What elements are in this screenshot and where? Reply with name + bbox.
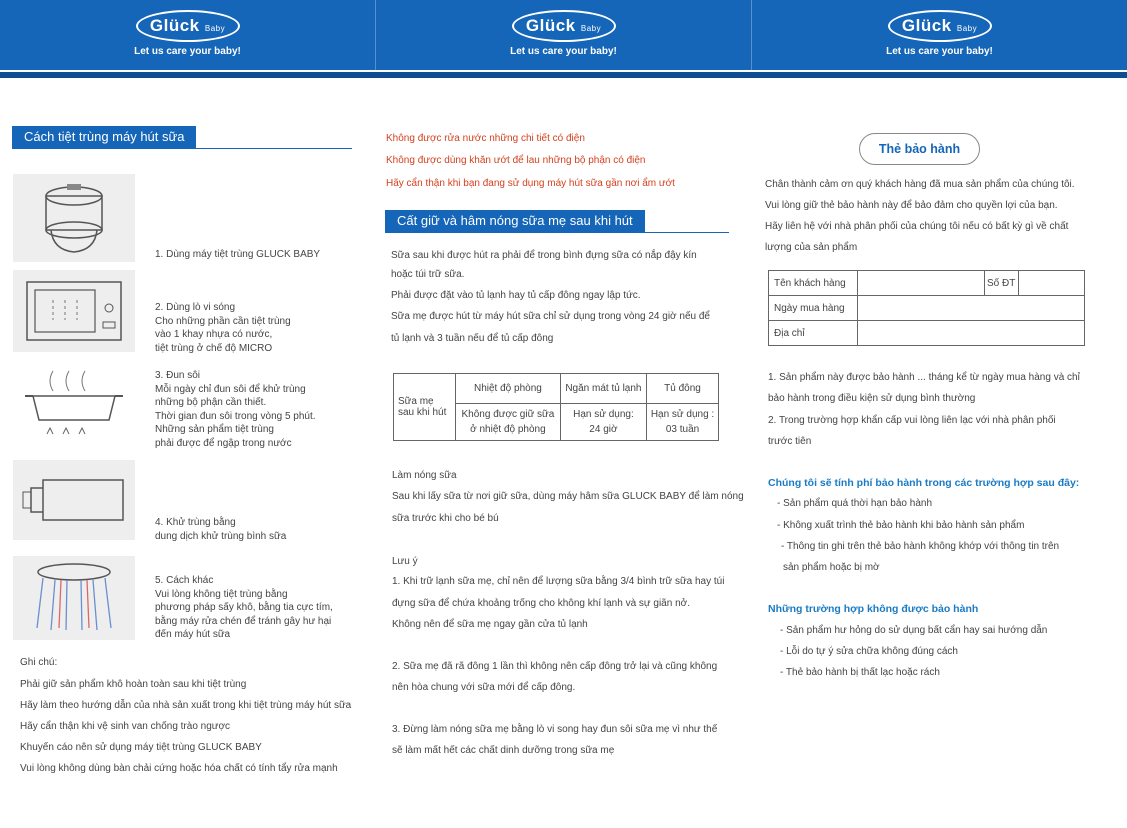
step-line: 5. Cách khác xyxy=(155,575,214,586)
step-4 xyxy=(155,516,286,543)
excluded-item: - Lỗi do tự ý sửa chữa không đúng cách xyxy=(780,646,958,657)
step-line: 2. Dùng lò vi sóng xyxy=(155,302,236,313)
step-line: Thời gian đun sôi trong vòng 5 phút. xyxy=(155,410,316,422)
step-line: phải được để ngập trong nước xyxy=(155,437,292,449)
boiling-pot-image xyxy=(13,366,135,448)
note-line: sẽ làm mất hết các chất dinh dưỡng trong sữa mẹ xyxy=(392,745,615,756)
cell-line: Hạn sử dụng: xyxy=(573,409,634,420)
note-line: 2. Sữa mẹ đã rã đông 1 lần thì không nên cấp đông trở lại và cũng không xyxy=(392,661,718,672)
step-3 xyxy=(155,369,316,450)
form-label-phone: Số ĐT xyxy=(985,271,1019,296)
tagline: Let us care your baby! xyxy=(886,46,993,57)
tagline: Let us care your baby! xyxy=(510,46,617,57)
brand-logo xyxy=(136,10,240,42)
heating-line: sữa trước khi cho bé bú xyxy=(392,513,499,524)
storage-table xyxy=(393,373,719,441)
disinfectant-bottle-image xyxy=(13,460,135,540)
form-label-address: Địa chỉ xyxy=(769,321,858,346)
brand-name: Glück xyxy=(149,16,200,35)
brand-sub: Baby xyxy=(956,24,978,33)
storage-line: hoặc túi trữ sữa. xyxy=(391,269,465,280)
note-line: đựng sữa để chứa khoảng trống cho không khí lạnh và sự giãn nở. xyxy=(392,598,690,609)
table-header: Nhiệt độ phòng xyxy=(456,374,561,404)
intro-line: lượng của sản phẩm xyxy=(765,242,858,253)
terms-line: trước tiên xyxy=(768,436,812,447)
header-band xyxy=(0,70,1127,78)
form-label-purchase-date: Ngày mua hàng xyxy=(769,296,858,321)
brand-sub: Baby xyxy=(580,24,602,33)
step-line: Những sản phẩm tiệt trùng xyxy=(155,424,274,435)
address-field[interactable] xyxy=(858,321,1085,346)
uv-dryer-image xyxy=(13,556,135,640)
step-line: 4. Khử trùng bằng xyxy=(155,517,236,528)
cell-line: ở nhiệt độ phòng xyxy=(470,424,546,435)
storage-line: tủ lạnh và 3 tuần nếu để tủ cấp đông xyxy=(391,333,554,344)
step-1 xyxy=(155,248,320,262)
cell-line: 03 tuần xyxy=(665,424,700,435)
storage-line: Sữa mẹ được hút từ máy hút sữa chỉ sử dụng trong vòng 24 giờ nếu để xyxy=(391,311,710,322)
table-cell xyxy=(560,404,646,441)
tagline: Let us care your baby! xyxy=(134,46,241,57)
warning-item: Không được dùng khăn ướt để lau những bộ phận có điện xyxy=(386,155,646,166)
step-5 xyxy=(155,574,333,642)
excluded-title: Những trường hợp không được bảo hành xyxy=(768,603,979,615)
section-title-sterilize: Cách tiệt trùng máy hút sữa xyxy=(12,126,196,148)
header-banner xyxy=(0,0,1127,78)
step-line: Mỗi ngày chỉ đun sôi để khử trùng xyxy=(155,383,306,395)
intro-line: Vui lòng giữ thẻ bảo hành này để bảo đảm cho quyền lợi của bạn. xyxy=(765,200,1058,211)
warranty-card-title: Thẻ bảo hành xyxy=(859,133,980,165)
form-label-customer-name: Tên khách hàng xyxy=(769,271,858,296)
fee-item: - Không xuất trình thẻ bảo hành khi bảo hành sản phẩm xyxy=(777,520,1025,531)
header-panel-right xyxy=(752,0,1127,68)
sterilizer-image xyxy=(13,174,135,262)
step-line: Cho những phần cần tiệt trùng xyxy=(155,315,291,327)
purchase-date-field[interactable] xyxy=(858,296,1085,321)
table-header: Tủ đông xyxy=(647,374,719,404)
note-line: Không nên để sữa mẹ ngay gần cửa tủ lạnh xyxy=(392,619,588,630)
storage-line: Phải được đặt vào tủ lạnh hay tủ cấp đông ngay lập tức. xyxy=(391,290,641,301)
intro-line: Hãy liên hệ với nhà phân phối của chúng tôi nếu có bất kỳ gì về chất xyxy=(765,221,1069,232)
section-underline xyxy=(12,148,352,149)
brand-sub: Baby xyxy=(204,24,226,33)
step-line: tiệt trùng ở chế độ MICRO xyxy=(155,342,273,354)
cell-line: 24 giờ xyxy=(589,424,618,435)
step-line: phương pháp sấy khô, bằng tia cực tím, xyxy=(155,602,333,613)
cell-line: Không được giữ sữa xyxy=(461,409,555,420)
step-line: bằng máy rửa chén để tránh gây hư hại xyxy=(155,615,332,627)
step-line: dung dịch khử trùng bình sữa xyxy=(155,530,287,542)
excluded-item: - Thẻ bảo hành bị thất lạc hoặc rách xyxy=(780,667,940,678)
note-item: Khuyến cáo nên sử dụng máy tiệt trùng GLUCK BABY xyxy=(20,742,262,753)
phone-field[interactable] xyxy=(1019,271,1085,296)
cell-line: Hạn sử dụng : xyxy=(650,409,715,420)
brand-logo xyxy=(888,10,992,42)
table-row-label xyxy=(394,374,456,441)
note-item: Hãy cẩn thận khi vệ sinh van chống trào ngược xyxy=(20,721,231,732)
table-header: Ngăn mát tủ lạnh xyxy=(560,374,646,404)
microwave-image xyxy=(13,270,135,352)
excluded-item: - Sản phẩm hư hỏng do sử dụng bất cẩn hay sai hướng dẫn xyxy=(780,625,1048,636)
storage-line: Sữa sau khi được hút ra phải để trong bình đựng sữa có nắp đậy kín xyxy=(391,250,697,261)
heating-line: Sau khi lấy sữa từ nơi giữ sữa, dùng máy hâm sữa GLUCK BABY để làm nóng xyxy=(392,491,744,502)
brand-name: Glück xyxy=(901,16,952,35)
note-item: Vui lòng không dùng bàn chải cứng hoặc hóa chất có tính tẩy rửa mạnh xyxy=(20,763,338,774)
table-cell xyxy=(647,404,719,441)
warning-item: Hãy cẩn thận khi bạn đang sử dụng máy hút sữa gần nơi ẩm ướt xyxy=(386,178,675,189)
terms-line: 1. Sản phẩm này được bảo hành ... tháng kể từ ngày mua hàng và chỉ xyxy=(768,372,1080,383)
note-item: Phải giữ sản phẩm khô hoàn toàn sau khi tiệt trùng xyxy=(20,679,247,690)
terms-line: 2. Trong trường hợp khẩn cấp vui lòng liên lạc với nhà phân phối xyxy=(768,415,1056,426)
note-line: nên hòa chung với sữa mới để cấp đông. xyxy=(392,682,576,693)
step-line: Vui lòng không tiệt trùng bằng xyxy=(155,588,288,600)
row-label-line: Sữa mẹ xyxy=(398,396,434,407)
note-line: 1. Khi trữ lạnh sữa mẹ, chỉ nên để lượng sữa bằng 3/4 bình trữ sữa hay túi xyxy=(392,576,725,587)
heating-title: Làm nóng sữa xyxy=(392,470,457,481)
step-line: những bộ phận cần thiết. xyxy=(155,397,267,408)
step-line: vào 1 khay nhựa có nước, xyxy=(155,329,273,340)
brand-name: Glück xyxy=(525,16,576,35)
note-item: Hãy làm theo hướng dẫn của nhà sản xuất trong khi tiệt trùng máy hút sữa xyxy=(20,700,352,711)
notes-title: Ghi chú: xyxy=(20,657,58,668)
step-line: 1. Dùng máy tiệt trùng GLUCK BABY xyxy=(155,249,321,260)
customer-name-field[interactable] xyxy=(858,271,985,296)
fee-title: Chúng tôi sẽ tính phí bảo hành trong các trường hợp sau đây: xyxy=(768,477,1080,489)
fee-item: - Sản phẩm quá thời hạn bảo hành xyxy=(777,498,933,509)
header-panel-middle xyxy=(376,0,751,68)
terms-line: bảo hành trong điều kiện sử dụng bình thường xyxy=(768,393,976,404)
warning-item: Không được rửa nước những chi tiết có điện xyxy=(386,133,585,144)
fee-item: sản phẩm hoặc bị mờ xyxy=(783,562,880,573)
header-panel-left xyxy=(0,0,375,68)
note-title: Lưu ý xyxy=(392,556,418,567)
step-line: đến máy hút sữa xyxy=(155,629,231,640)
row-label-line: sau khi hút xyxy=(398,407,447,418)
section-underline xyxy=(385,232,729,233)
note-line: 3. Đừng làm nóng sữa mẹ bằng lò vi song hay đun sôi sữa mẹ vì như thế xyxy=(392,724,718,735)
warranty-form xyxy=(768,270,1085,346)
section-title-storage: Cất giữ và hâm nóng sữa mẹ sau khi hút xyxy=(385,210,645,232)
step-2 xyxy=(155,301,291,355)
step-line: 3. Đun sôi xyxy=(155,370,201,381)
brand-logo xyxy=(512,10,616,42)
intro-line: Chân thành cảm ơn quý khách hàng đã mua sản phẩm của chúng tôi. xyxy=(765,179,1075,190)
fee-item: - Thông tin ghi trên thẻ bảo hành không khớp với thông tin trên xyxy=(781,541,1060,552)
table-cell xyxy=(456,404,561,441)
